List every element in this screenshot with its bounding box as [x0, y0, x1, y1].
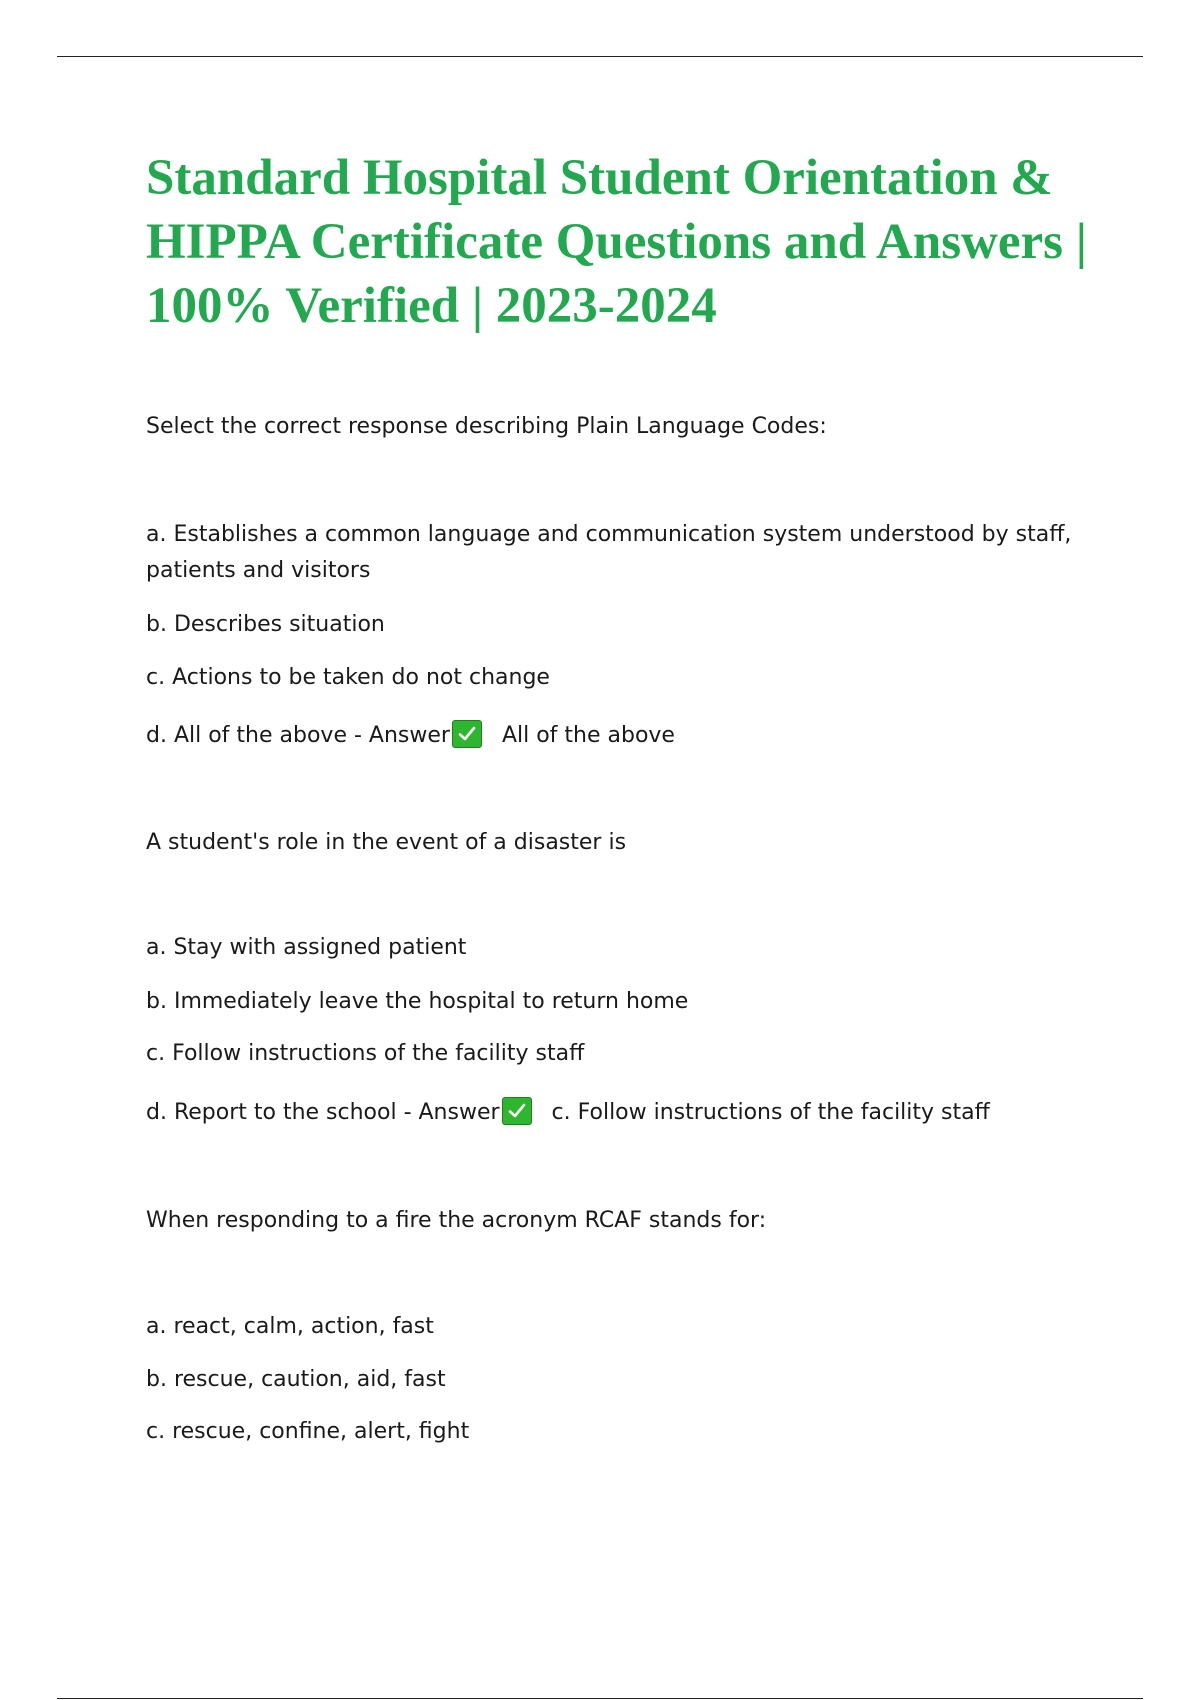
correct-answer: All of the above	[501, 723, 675, 748]
answer-option: c. Actions to be taken do not change	[146, 665, 550, 690]
correct-answer: c. Follow instructions of the facility staff	[551, 1100, 990, 1125]
answer-option: b. Describes situation	[146, 612, 385, 637]
check-mark-icon	[452, 720, 482, 748]
answer-option: d. Report to the school - Answer	[146, 1100, 500, 1125]
check-mark-icon	[502, 1097, 532, 1125]
answer-option: a. Establishes a common language and communication system understood by staff, patients and visitors	[146, 522, 1072, 583]
answer-line	[146, 1095, 1096, 1131]
question-prompt: Select the correct response describing Plain Language Codes:	[146, 414, 827, 439]
question-prompt: A student's role in the event of a disaster is	[146, 830, 627, 855]
answer-option: c. Follow instructions of the facility staff	[146, 1041, 585, 1066]
answer-option: a. Stay with assigned patient	[146, 935, 467, 960]
bottom-rule	[57, 1698, 1143, 1699]
document-title: Standard Hospital Student Orientation & HIPPA Certificate Questions and Answers | 100% Verified | 2023-2024	[146, 150, 1087, 334]
answer-option: b. rescue, caution, aid, fast	[146, 1367, 446, 1392]
answer-line	[146, 718, 1096, 754]
answer-option: d. All of the above - Answer	[146, 723, 450, 748]
answer-option: b. Immediately leave the hospital to return home	[146, 989, 689, 1014]
answer-option: a. react, calm, action, fast	[146, 1314, 434, 1339]
top-rule	[57, 56, 1143, 57]
question-prompt: When responding to a fire the acronym RCAF stands for:	[146, 1208, 767, 1233]
answer-option: c. rescue, confine, alert, fight	[146, 1419, 470, 1444]
